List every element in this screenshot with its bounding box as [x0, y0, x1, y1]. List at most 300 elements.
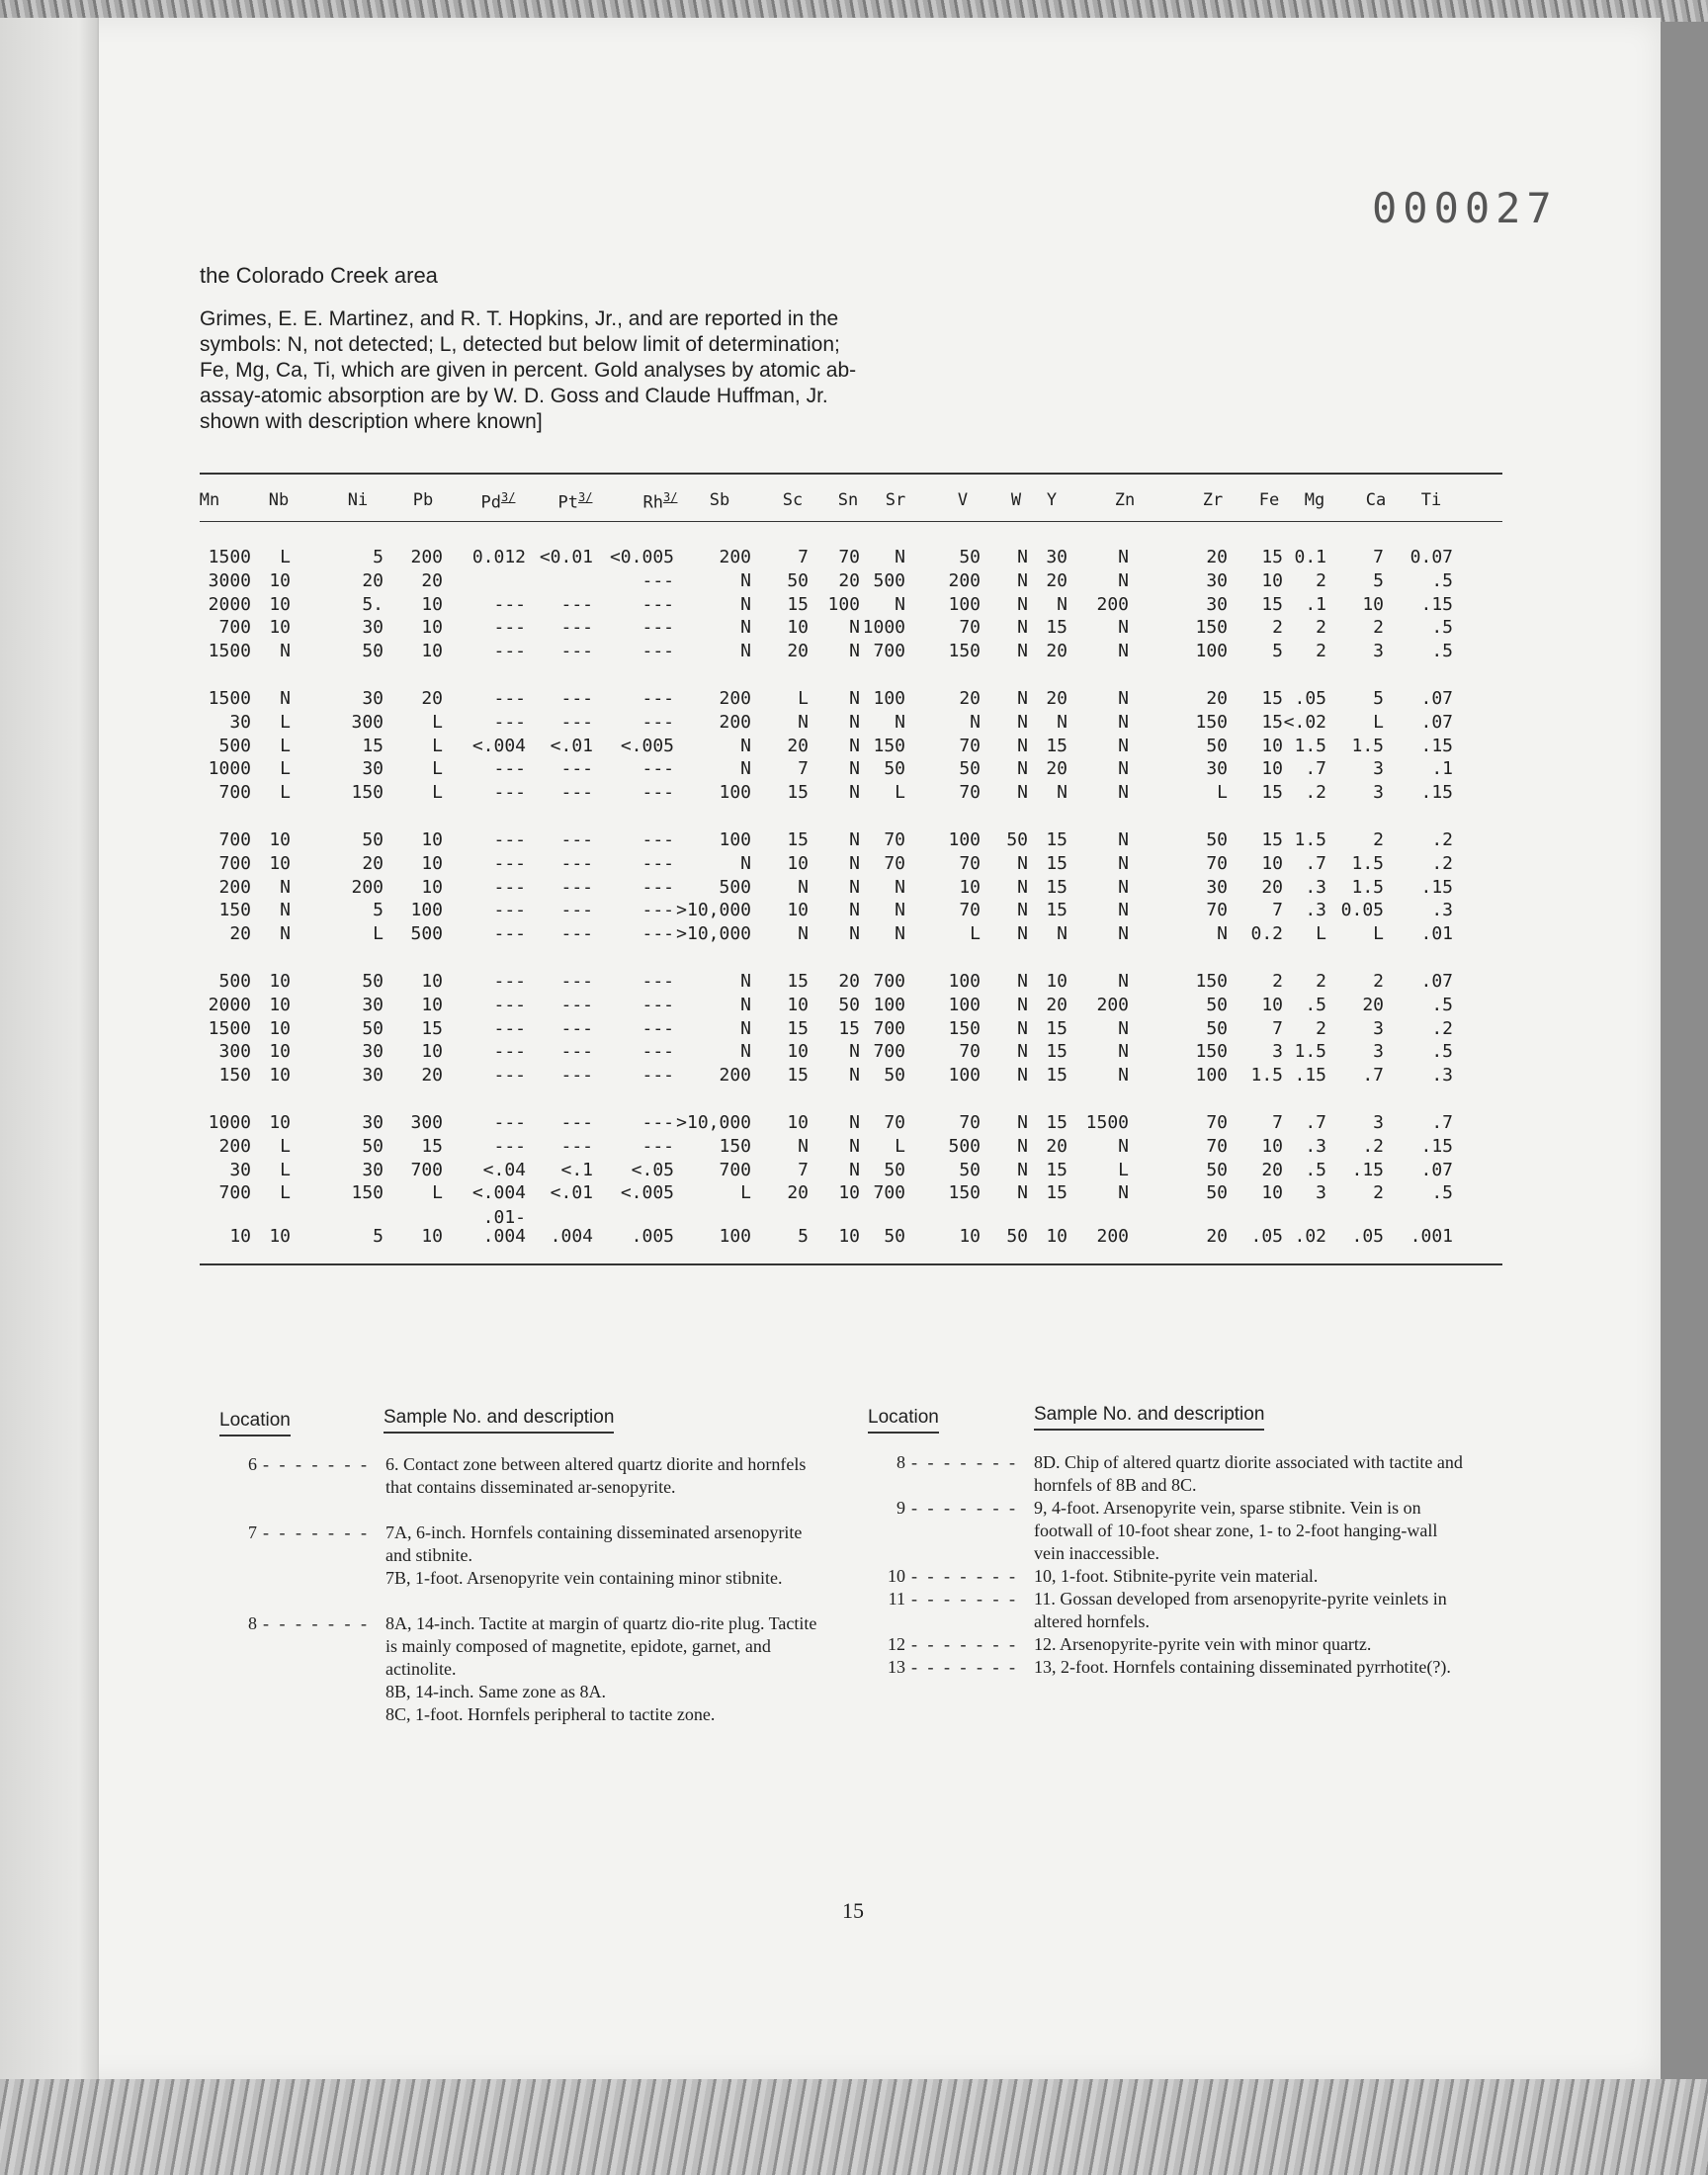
leader-dashes: - - - - - - - — [911, 1498, 1018, 1518]
cell-fe: 15 — [1261, 711, 1283, 733]
cell-sn: N — [849, 735, 860, 756]
cell-zr: 50 — [1206, 1159, 1228, 1180]
cell-ca: 7 — [1373, 547, 1384, 567]
cell-mg: L — [1316, 923, 1326, 945]
cell-rh: --- — [641, 1041, 674, 1063]
cell-zr: 30 — [1206, 593, 1228, 615]
cell-mn: 150 — [218, 1065, 251, 1087]
cell-w: 50 — [1006, 829, 1028, 850]
cell-w: N — [1017, 758, 1028, 780]
cell-w: N — [1017, 735, 1028, 756]
cell-nb: L — [280, 1159, 291, 1180]
cell-mg: 3 — [1316, 1182, 1326, 1204]
cell-zr: 70 — [1206, 852, 1228, 874]
cell-ti: .2 — [1431, 829, 1453, 850]
cell-mg: .3 — [1305, 900, 1326, 921]
cell-ti: .01 — [1420, 923, 1453, 945]
cell-pb: 200 — [410, 547, 443, 567]
area-title: the Colorado Creek area — [200, 263, 438, 288]
cell-mg: 2 — [1316, 569, 1326, 591]
cell-sb: 200 — [719, 688, 751, 709]
cell-sc: 50 — [787, 569, 809, 591]
table-rule-top — [200, 473, 1502, 475]
cell-sr: N — [895, 593, 905, 615]
cell-ni: 20 — [362, 852, 384, 874]
cell-sn: N — [849, 758, 860, 780]
cell-y: 15 — [1046, 1182, 1068, 1204]
cell-pt: <.01 — [550, 735, 593, 756]
cell-fe: 7 — [1272, 900, 1283, 921]
cell-zn: N — [1118, 1017, 1129, 1039]
cell-nb: N — [280, 688, 291, 709]
cell-rh: <.05 — [631, 1159, 674, 1180]
cell-v: 100 — [948, 1065, 981, 1087]
document-page — [0, 18, 1661, 2079]
cell-sb: 100 — [719, 829, 751, 850]
leader-dashes: - - - - - - - — [911, 1634, 1018, 1654]
cell-ti: .1 — [1431, 758, 1453, 780]
cell-pd: --- — [493, 641, 526, 662]
cell-fe: 10 — [1261, 1135, 1283, 1157]
cell-rh: --- — [641, 829, 674, 850]
cell-pd: --- — [493, 617, 526, 639]
cell-zn: N — [1118, 617, 1129, 639]
page-stamp: 000027 — [1372, 184, 1558, 232]
cell-sc: N — [798, 923, 809, 945]
cell-rh: --- — [641, 900, 674, 921]
cell-pt: <.01 — [550, 1182, 593, 1204]
cell-sb: N — [740, 994, 751, 1015]
cell-sb: 700 — [719, 1159, 751, 1180]
cell-fe: 7 — [1272, 1112, 1283, 1133]
cell-zn: N — [1118, 547, 1129, 567]
cell-zr: N — [1217, 923, 1228, 945]
cell-fe: 15 — [1261, 829, 1283, 850]
cell-mn: 700 — [218, 782, 251, 804]
cell-ti: .2 — [1431, 1017, 1453, 1039]
cell-pt: --- — [560, 852, 593, 874]
cell-y: 15 — [1046, 1065, 1068, 1087]
cell-nb: 10 — [269, 1017, 291, 1039]
cell-zn: N — [1118, 1135, 1129, 1157]
cell-zn: N — [1118, 876, 1129, 898]
cell-mn: 300 — [218, 1041, 251, 1063]
cell-nb: L — [280, 1135, 291, 1157]
cell-y: N — [1057, 923, 1068, 945]
cell-mn: 1000 — [208, 758, 251, 780]
cell-rh: --- — [641, 758, 674, 780]
cell-sr: 700 — [873, 1017, 905, 1039]
cell-sn: N — [849, 782, 860, 804]
column-header-pb: Pb — [412, 490, 434, 510]
cell-sn: 100 — [827, 593, 860, 615]
sample-description: 8C, 1-foot. Hornfels peripheral to tactite zone. — [385, 1704, 716, 1724]
cell-ni: 30 — [362, 758, 384, 780]
cell-v: 20 — [959, 688, 981, 709]
cell-ca: 3 — [1373, 1017, 1384, 1039]
cell-pb: 10 — [421, 1041, 443, 1063]
cell-ca: 2 — [1373, 829, 1384, 850]
cell-ca: 1.5 — [1351, 876, 1384, 898]
cell-w: N — [1017, 1112, 1028, 1133]
cell-nb: 10 — [269, 593, 291, 615]
cell-pd: --- — [493, 900, 526, 921]
cell-ti: .5 — [1431, 1041, 1453, 1063]
cell-ti: .07 — [1420, 688, 1453, 709]
cell-ni: 30 — [362, 1041, 384, 1063]
cell-sc: N — [798, 1135, 809, 1157]
cell-sc: 15 — [787, 1017, 809, 1039]
cell-sn: N — [849, 688, 860, 709]
cell-ni: 150 — [351, 1182, 384, 1204]
cell-sc: 15 — [787, 782, 809, 804]
footnote-mark: 3/ — [578, 490, 593, 504]
cell-pb: 10 — [421, 1226, 443, 1248]
cell-pb: 10 — [421, 852, 443, 874]
cell-v: 50 — [959, 758, 981, 780]
cell-v: 70 — [959, 1112, 981, 1133]
cell-sn: N — [849, 1159, 860, 1180]
cell-fe: .05 — [1250, 1226, 1283, 1248]
column-header-sc: Sc — [782, 490, 804, 510]
table-rule-bottom — [200, 1263, 1502, 1265]
cell-mn: 150 — [218, 900, 251, 921]
cell-ca: 2 — [1373, 617, 1384, 639]
cell-w: N — [1017, 1159, 1028, 1180]
cell-pt: --- — [560, 1041, 593, 1063]
cell-sr: N — [895, 547, 905, 567]
cell-rh: --- — [641, 1112, 674, 1133]
cell-mn: 3000 — [208, 569, 251, 591]
cell-mn: 10 — [229, 1226, 251, 1248]
cell-sr: 70 — [884, 829, 905, 850]
cell-fe: 20 — [1261, 876, 1283, 898]
cell-pt: --- — [560, 994, 593, 1015]
cell-pd: <.004 — [471, 1182, 526, 1204]
cell-sn: N — [849, 711, 860, 733]
cell-sb: N — [740, 735, 751, 756]
leader-dashes: - - - - - - - — [263, 1613, 370, 1633]
cell-mg: .7 — [1305, 1112, 1326, 1133]
sample-header: Sample No. and description — [384, 1407, 614, 1434]
cell-pt: --- — [560, 758, 593, 780]
cell-nb: 10 — [269, 994, 291, 1015]
cell-mn: 20 — [229, 923, 251, 945]
cell-pb: 10 — [421, 876, 443, 898]
sample-description: 12. Arsenopyrite-pyrite vein with minor quartz. — [1034, 1634, 1372, 1654]
cell-w: N — [1017, 923, 1028, 945]
cell-zn: N — [1118, 923, 1129, 945]
column-header-rh: $Rh^{3/}$ — [642, 490, 678, 513]
cell-ni: 30 — [362, 1112, 384, 1133]
cell-pd: --- — [493, 593, 526, 615]
cell-ni: 15 — [362, 735, 384, 756]
cell-pd: <.004 — [471, 735, 526, 756]
cell-pt: <.1 — [560, 1159, 593, 1180]
cell-sc: 15 — [787, 829, 809, 850]
cell-ti: .3 — [1431, 1065, 1453, 1087]
cell-pd: --- — [493, 829, 526, 850]
cell-rh: --- — [641, 711, 674, 733]
cell-zr: 150 — [1195, 1041, 1228, 1063]
cell-mg: .02 — [1294, 1226, 1326, 1248]
cell-zr: 50 — [1206, 1182, 1228, 1204]
cell-ca: .7 — [1362, 1065, 1384, 1087]
cell-ni: 30 — [362, 617, 384, 639]
cell-pt: <0.01 — [539, 547, 593, 567]
cell-fe: 15 — [1261, 547, 1283, 567]
cell-sc: 7 — [798, 547, 809, 567]
cell-pt: --- — [560, 641, 593, 662]
sample-header: Sample No. and description — [1034, 1404, 1264, 1431]
cell-sn: N — [849, 641, 860, 662]
cell-mg: .3 — [1305, 876, 1326, 898]
cell-rh: --- — [641, 876, 674, 898]
cell-ca: 1.5 — [1351, 735, 1384, 756]
cell-rh: --- — [641, 923, 674, 945]
cell-w: N — [1017, 852, 1028, 874]
cell-zn: N — [1118, 641, 1129, 662]
cell-sn: N — [849, 900, 860, 921]
cell-mn: 500 — [218, 971, 251, 992]
cell-mg: 2 — [1316, 971, 1326, 992]
cell-sr: 50 — [884, 758, 905, 780]
cell-y: 20 — [1046, 569, 1068, 591]
cell-sb: 200 — [719, 547, 751, 567]
cell-pt: --- — [560, 688, 593, 709]
cell-sn: N — [849, 923, 860, 945]
cell-rh: .005 — [631, 1226, 674, 1248]
cell-y: 15 — [1046, 1041, 1068, 1063]
cell-sb: N — [740, 758, 751, 780]
cell-fe: 1.5 — [1250, 1065, 1283, 1087]
cell-ca: 1.5 — [1351, 852, 1384, 874]
cell-pd: --- — [493, 688, 526, 709]
cell-ni: 300 — [351, 711, 384, 733]
cell-fe: 10 — [1261, 994, 1283, 1015]
cell-ni: 50 — [362, 641, 384, 662]
cell-pd: --- — [493, 782, 526, 804]
cell-v: 200 — [948, 569, 981, 591]
cell-sr: N — [895, 900, 905, 921]
cell-sc: N — [798, 711, 809, 733]
cell-zn: N — [1118, 688, 1129, 709]
cell-zn: N — [1118, 711, 1129, 733]
cell-fe: 7 — [1272, 1017, 1283, 1039]
cell-pb: 10 — [421, 994, 443, 1015]
cell-sr: 500 — [873, 569, 905, 591]
cell-sr: L — [895, 1135, 905, 1157]
location-header: Location — [868, 1407, 939, 1434]
cell-ca: 3 — [1373, 641, 1384, 662]
column-header-pt: $Pt^{3/}$ — [557, 490, 593, 513]
cell-ti: .15 — [1420, 735, 1453, 756]
cell-ca: 20 — [1362, 994, 1384, 1015]
cell-nb: 10 — [269, 569, 291, 591]
cell-y: N — [1057, 711, 1068, 733]
cell-sc: 20 — [787, 641, 809, 662]
cell-ni: 30 — [362, 1065, 384, 1087]
cell-pd: .01- .004 — [482, 1207, 526, 1248]
sample-description: 7B, 1-foot. Arsenopyrite vein containing minor stibnite. — [385, 1568, 783, 1588]
cell-zn: N — [1118, 758, 1129, 780]
cell-nb: 10 — [269, 971, 291, 992]
cell-ca: 2 — [1373, 1182, 1384, 1204]
cell-sn: N — [849, 829, 860, 850]
cell-ca: L — [1373, 711, 1384, 733]
cell-pb: L — [432, 735, 443, 756]
cell-sn: 20 — [838, 971, 860, 992]
cell-ca: 10 — [1362, 593, 1384, 615]
cell-w: N — [1017, 688, 1028, 709]
cell-sb: N — [740, 641, 751, 662]
cell-nb: N — [280, 876, 291, 898]
cell-ca: .15 — [1351, 1159, 1384, 1180]
cell-ni: 5. — [362, 593, 384, 615]
cell-y: 20 — [1046, 641, 1068, 662]
cell-v: 70 — [959, 900, 981, 921]
cell-pd: --- — [493, 994, 526, 1015]
cell-nb: L — [280, 782, 291, 804]
cell-sr: 700 — [873, 641, 905, 662]
cell-zn: L — [1118, 1159, 1129, 1180]
cell-zn: N — [1118, 829, 1129, 850]
cell-mn: 1000 — [208, 1112, 251, 1133]
cell-zr: 50 — [1206, 1017, 1228, 1039]
cell-pb: 10 — [421, 641, 443, 662]
cell-zr: 30 — [1206, 876, 1228, 898]
column-header-zr: Zr — [1202, 490, 1224, 510]
column-header-nb: Nb — [268, 490, 290, 510]
cell-fe: 10 — [1261, 1182, 1283, 1204]
cell-sr: 70 — [884, 1112, 905, 1133]
header-line: assay-atomic absorption are by W. D. Goss and Claude Huffman, Jr. — [200, 385, 828, 407]
cell-zr: 50 — [1206, 829, 1228, 850]
cell-pd: --- — [493, 711, 526, 733]
cell-mg: 1.5 — [1294, 829, 1326, 850]
cell-w: N — [1017, 782, 1028, 804]
cell-ca: 5 — [1373, 688, 1384, 709]
cell-mg: .7 — [1305, 758, 1326, 780]
cell-ni: 20 — [362, 569, 384, 591]
cell-zr: 30 — [1206, 758, 1228, 780]
cell-w: N — [1017, 1041, 1028, 1063]
cell-sb: N — [740, 1041, 751, 1063]
cell-zr: 70 — [1206, 900, 1228, 921]
footnote-mark: 3/ — [663, 490, 678, 504]
cell-rh: --- — [641, 1135, 674, 1157]
location-number: 8 — [248, 1613, 257, 1633]
cell-mg: 2 — [1316, 641, 1326, 662]
cell-v: 100 — [948, 994, 981, 1015]
cell-ti: .5 — [1431, 1182, 1453, 1204]
cell-zr: 100 — [1195, 641, 1228, 662]
cell-mg: .5 — [1305, 994, 1326, 1015]
cell-nb: 10 — [269, 1112, 291, 1133]
cell-rh: --- — [641, 1065, 674, 1087]
column-header-v: V — [957, 490, 969, 510]
cell-mg: .5 — [1305, 1159, 1326, 1180]
cell-ni: 50 — [362, 1017, 384, 1039]
sample-description: 6. Contact zone between altered quartz diorite and hornfels that contains disseminated ar-senopyrite. — [385, 1454, 807, 1497]
cell-y: 15 — [1046, 617, 1068, 639]
cell-rh: --- — [641, 569, 674, 591]
column-header-ni: Ni — [347, 490, 369, 510]
cell-w: N — [1017, 569, 1028, 591]
cell-zr: 100 — [1195, 1065, 1228, 1087]
cell-ti: .07 — [1420, 711, 1453, 733]
cell-mg: 2 — [1316, 617, 1326, 639]
cell-y: 20 — [1046, 758, 1068, 780]
cell-pd: --- — [493, 923, 526, 945]
cell-sc: 10 — [787, 1112, 809, 1133]
table-rule-header — [200, 521, 1502, 522]
cell-ti: .7 — [1431, 1112, 1453, 1133]
cell-ni: 200 — [351, 876, 384, 898]
cell-ni: 30 — [362, 994, 384, 1015]
cell-sn: 50 — [838, 994, 860, 1015]
cell-ca: 3 — [1373, 758, 1384, 780]
sample-description: 7A, 6-inch. Hornfels containing disseminated arsenopyrite and stibnite. — [385, 1522, 803, 1565]
cell-zr: 150 — [1195, 971, 1228, 992]
cell-zn: N — [1118, 1041, 1129, 1063]
cell-y: 20 — [1046, 1135, 1068, 1157]
cell-sn: N — [849, 1112, 860, 1133]
cell-y: 30 — [1046, 547, 1068, 567]
cell-zr: 30 — [1206, 569, 1228, 591]
cell-w: N — [1017, 593, 1028, 615]
cell-pt: --- — [560, 617, 593, 639]
cell-w: N — [1017, 1017, 1028, 1039]
cell-sn: 15 — [838, 1017, 860, 1039]
cell-y: 15 — [1046, 852, 1068, 874]
cell-sn: 10 — [838, 1182, 860, 1204]
cell-fe: 20 — [1261, 1159, 1283, 1180]
cell-pb: L — [432, 782, 443, 804]
cell-sc: 10 — [787, 617, 809, 639]
cell-pd: 0.012 — [471, 547, 526, 567]
cell-ni: 30 — [362, 1159, 384, 1180]
cell-ca: 3 — [1373, 1112, 1384, 1133]
cell-zn: 200 — [1096, 593, 1129, 615]
header-line: symbols: N, not detected; L, detected but below limit of determination; — [200, 333, 840, 356]
cell-mg: .2 — [1305, 782, 1326, 804]
cell-zn: N — [1118, 900, 1129, 921]
cell-zn: N — [1118, 971, 1129, 992]
cell-sr: 50 — [884, 1065, 905, 1087]
cell-pb: 20 — [421, 1065, 443, 1087]
cell-zn: 200 — [1096, 1226, 1129, 1248]
cell-pd: --- — [493, 971, 526, 992]
cell-zr: 50 — [1206, 735, 1228, 756]
header-line: shown with description where known] — [200, 410, 543, 433]
cell-sr: N — [895, 711, 905, 733]
cell-sc: 20 — [787, 1182, 809, 1204]
cell-y: 15 — [1046, 735, 1068, 756]
cell-sn: N — [849, 1041, 860, 1063]
cell-ni: 5 — [373, 547, 384, 567]
cell-fe: 0.2 — [1250, 923, 1283, 945]
cell-pb: 10 — [421, 593, 443, 615]
cell-w: N — [1017, 971, 1028, 992]
cell-zr: 150 — [1195, 617, 1228, 639]
cell-sc: 15 — [787, 1065, 809, 1087]
cell-mn: 1500 — [208, 1017, 251, 1039]
cell-y: 15 — [1046, 876, 1068, 898]
cell-sr: N — [895, 876, 905, 898]
cell-pt: --- — [560, 782, 593, 804]
cell-w: N — [1017, 1182, 1028, 1204]
